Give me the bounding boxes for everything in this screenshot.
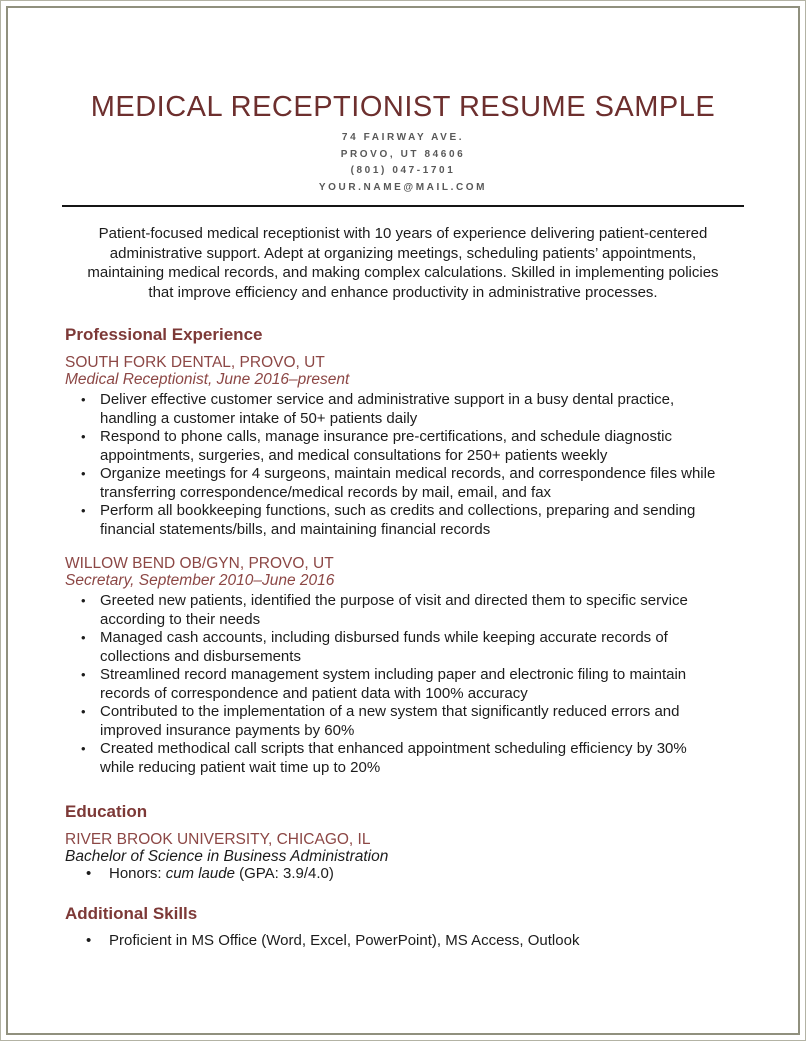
honors-bullet-item bbox=[65, 865, 741, 884]
bullet-item: • Created methodical call scripts that enhanced appointment scheduling efficiency by 30% while reducing patient wait time up to 20% bbox=[65, 740, 741, 777]
bullet-item: • Respond to phone calls, manage insurance pre-certifications, and schedule diagnostic appointments, surgeries, and medical consultations for 250+ patients weekly bbox=[65, 428, 741, 465]
skills-heading: Additional Skills bbox=[65, 903, 198, 923]
school-line: RIVER BROOK UNIVERSITY, CHICAGO, IL bbox=[65, 831, 371, 848]
section-skills bbox=[65, 904, 741, 951]
header-divider bbox=[62, 205, 744, 207]
bullet-item: • Managed cash accounts, including disbursed funds while keeping accurate records of collections and disbursements bbox=[65, 629, 741, 666]
honors-latin: cum laude bbox=[165, 865, 235, 882]
bullet-item: • Greeted new patients, identified the purpose of visit and directed them to specific service according to their needs bbox=[65, 592, 741, 629]
bullet-item: • Perform all bookkeeping functions, such as credits and collections, preparing and sending financial statements/bills, and maintaining financial records bbox=[65, 502, 741, 539]
employer-line: WILLOW BEND OB/GYN, PROVO, UT bbox=[65, 555, 334, 572]
degree-line: Bachelor of Science in Business Administration bbox=[65, 848, 389, 865]
role-dates-line: Secretary, September 2010–June 2016 bbox=[65, 572, 335, 589]
role-dates-line: Medical Receptionist, June 2016–present bbox=[65, 371, 350, 388]
education-heading: Education bbox=[65, 802, 148, 821]
contact-line: 74 FAIRWAY AVE. bbox=[341, 132, 465, 143]
bullet-item: • Streamlined record management system including paper and electronic filing to maintain records of correspondence and patient data with 100% accuracy bbox=[65, 666, 741, 703]
section-experience bbox=[65, 325, 741, 777]
contact-line: PROVO, UT 84606 bbox=[340, 148, 466, 160]
bullet-item: • Organize meetings for 4 surgeons, maintain medical records, and correspondence files while transferring correspondence/medical records by mail, email, and fax bbox=[65, 465, 741, 502]
job-entry-willow-bend bbox=[65, 555, 741, 777]
experience-heading: Professional Experience bbox=[65, 325, 263, 344]
employer-line: SOUTH FORK DENTAL, PROVO, UT bbox=[65, 354, 325, 371]
education-bullet-list bbox=[65, 865, 741, 884]
job-bullet-list bbox=[65, 391, 741, 539]
bullet-item: • Contributed to the implementation of a new system that significantly reduced errors and improved insurance payments by 60% bbox=[65, 703, 741, 740]
resume-title: MEDICAL RECEPTIONIST RESUME SAMPLE bbox=[90, 91, 716, 123]
bullet-item: • Deliver effective customer service and administrative support in a busy dental practice, handling a customer intake of 50+ patients daily bbox=[65, 391, 741, 428]
skills-bullet-list bbox=[65, 932, 741, 951]
job-bullet-list bbox=[65, 592, 741, 777]
contact-block bbox=[65, 130, 741, 196]
bullet-item: • Proficient in MS Office (Word, Excel, PowerPoint), MS Access, Outlook bbox=[65, 932, 741, 951]
honors-prefix: Honors: bbox=[109, 865, 166, 882]
contact-line: (801) 047-1701 bbox=[350, 165, 456, 176]
section-education bbox=[65, 802, 741, 884]
job-entry-south-fork bbox=[65, 354, 741, 539]
contact-line: YOUR.NAME@MAIL.COM bbox=[318, 181, 488, 193]
resume-header bbox=[65, 91, 741, 196]
honors-gpa: (GPA: 3.9/4.0) bbox=[234, 865, 334, 882]
summary-paragraph: Patient-focused medical receptionist with 10 years of experience delivering patient-centered administrative support. Adept at organizing meetings, scheduling patients’ appointments, maintaining medical records, and making complex calculations. Skilled in implementing policies that improve efficiency and enhance productivity in administrative processes. bbox=[87, 225, 719, 301]
